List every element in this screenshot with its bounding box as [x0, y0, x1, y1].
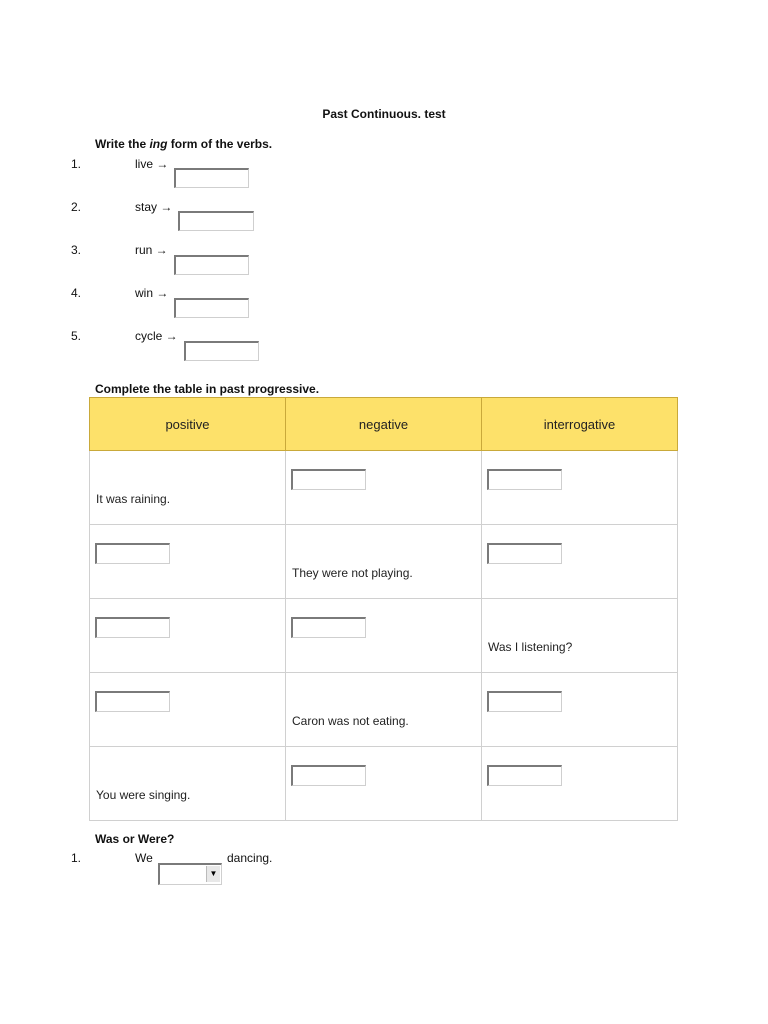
table-cell	[482, 525, 678, 599]
table-cell	[286, 673, 482, 747]
table-cell	[482, 747, 678, 821]
answer-input-interrogative[interactable]	[487, 765, 562, 786]
answer-input-negative[interactable]	[291, 765, 366, 786]
table-row	[90, 451, 678, 525]
table-cell	[286, 451, 482, 525]
answer-input-live[interactable]	[174, 168, 249, 188]
table-cell	[90, 599, 286, 673]
answer-input-interrogative[interactable]	[487, 469, 562, 490]
item-number: 4.	[71, 286, 82, 300]
given-sentence: They were not playing.	[292, 566, 413, 580]
table-row	[90, 747, 678, 821]
column-header-interrogative: interrogative	[482, 398, 678, 451]
table-cell	[482, 599, 678, 673]
given-sentence: It was raining.	[96, 492, 171, 506]
past-progressive-table	[89, 397, 678, 821]
item-number: 5.	[71, 329, 82, 343]
answer-input-interrogative[interactable]	[487, 691, 562, 712]
verb-prompt: stay →	[135, 200, 173, 214]
table-row	[90, 673, 678, 747]
table-cell	[90, 673, 286, 747]
table-cell	[90, 747, 286, 821]
heading-text-post: form of the verbs.	[167, 137, 273, 151]
table-row	[90, 599, 678, 673]
answer-input-stay[interactable]	[178, 211, 254, 231]
verb-prompt: cycle →	[135, 329, 178, 343]
table-cell	[286, 599, 482, 673]
answer-input-cycle[interactable]	[184, 341, 259, 361]
answer-input-positive[interactable]	[95, 617, 170, 638]
section-heading-ing-form	[95, 137, 272, 151]
verb-prompt: live →	[135, 157, 169, 171]
given-sentence: Was I listening?	[488, 640, 573, 654]
answer-input-positive[interactable]	[95, 543, 170, 564]
item-number: 2.	[71, 200, 82, 214]
item-number: 1.	[71, 851, 82, 865]
chevron-down-icon[interactable]: ▼	[206, 866, 220, 882]
answer-input-run[interactable]	[174, 255, 249, 275]
heading-text-pre: Write the	[95, 137, 150, 151]
verb-prompt: win →	[135, 286, 169, 300]
given-sentence: Caron was not eating.	[292, 714, 409, 728]
answer-input-negative[interactable]	[291, 469, 366, 490]
answer-input-interrogative[interactable]	[487, 543, 562, 564]
was-were-select[interactable]	[158, 863, 222, 885]
answer-input-win[interactable]	[174, 298, 249, 318]
table-cell	[286, 525, 482, 599]
table-cell	[482, 451, 678, 525]
verb-prompt: run →	[135, 243, 168, 257]
table-cell	[90, 451, 286, 525]
table-cell	[482, 673, 678, 747]
section-heading-was-were: Was or Were?	[95, 832, 175, 846]
column-header-positive: positive	[90, 398, 286, 451]
item-number: 1.	[71, 157, 82, 171]
answer-input-positive[interactable]	[95, 691, 170, 712]
table-row	[90, 525, 678, 599]
item-number: 3.	[71, 243, 82, 257]
section-heading-table: Complete the table in past progressive.	[95, 382, 320, 396]
column-header-negative: negative	[286, 398, 482, 451]
sentence-start: We	[135, 851, 153, 865]
answer-input-negative[interactable]	[291, 617, 366, 638]
heading-text-em: ing	[149, 137, 168, 151]
sentence-end: dancing.	[227, 851, 273, 865]
table-cell	[90, 525, 286, 599]
table-cell	[286, 747, 482, 821]
page-title: Past Continuous. test	[322, 107, 446, 121]
given-sentence: You were singing.	[96, 788, 191, 802]
